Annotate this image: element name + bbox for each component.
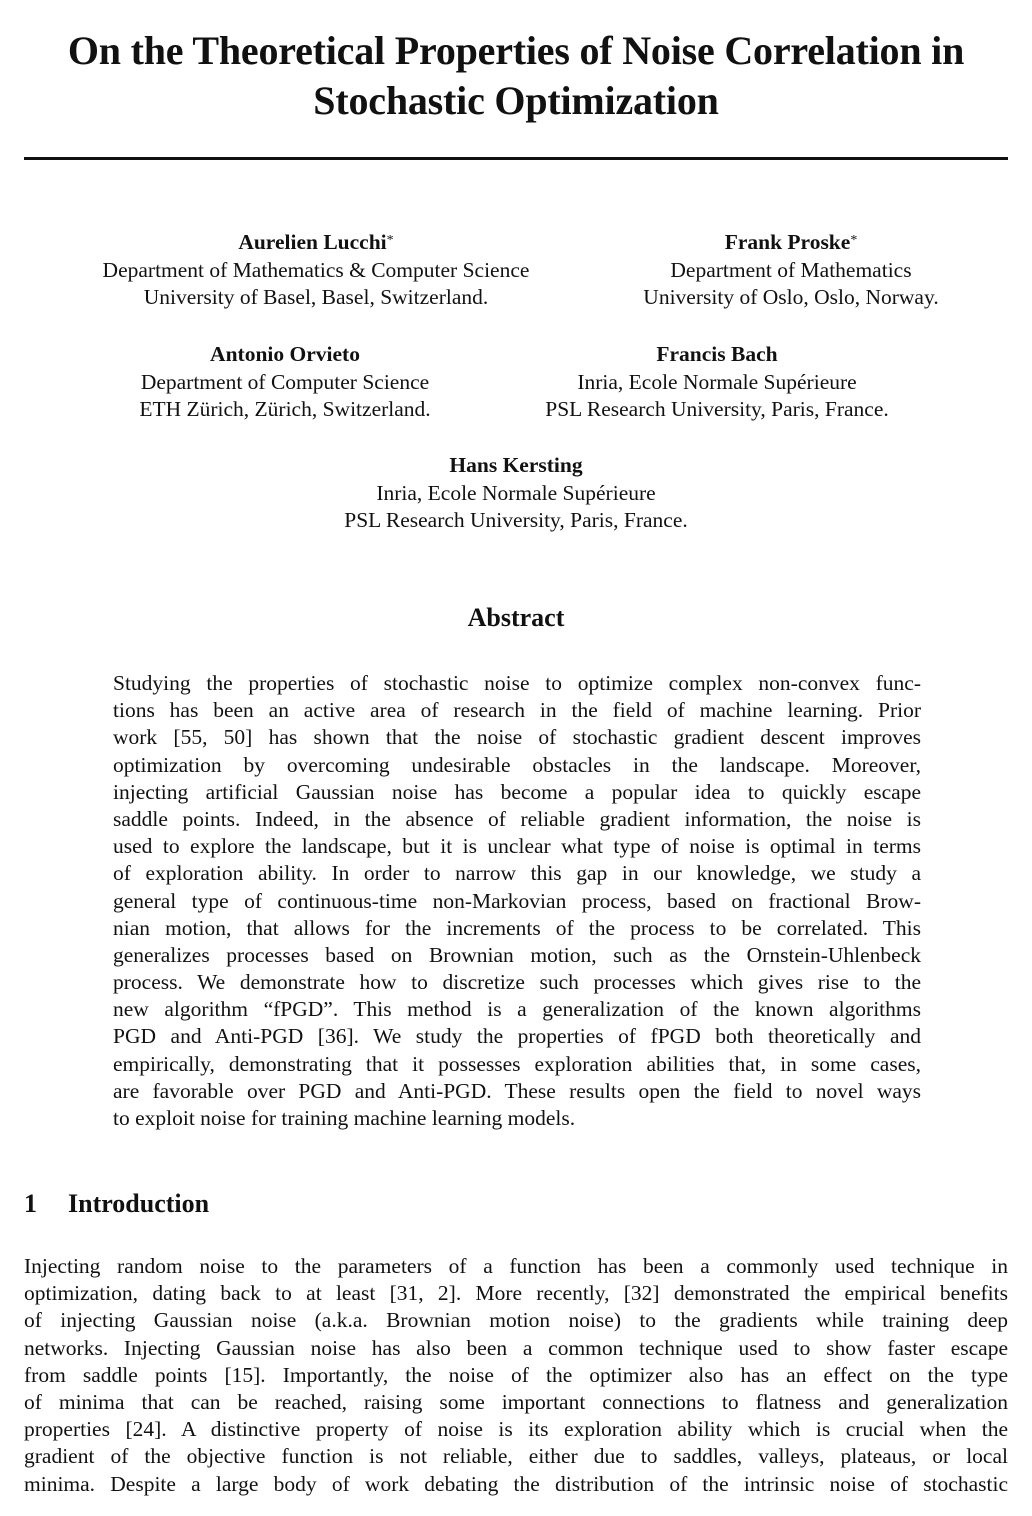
abstract-line: empirically, demonstrating that it possesses exploration abilities that, in some cases, bbox=[113, 1051, 921, 1076]
body-line: optimization, dating back to at least [31, 2]. More recently, [32] demonstrated the empirical benefits bbox=[24, 1281, 1008, 1306]
body-line: gradient of the objective function is not reliable, either due to saddles, valleys, plateaus, or local bbox=[24, 1444, 1008, 1469]
author-name: Francis Bach bbox=[656, 342, 778, 366]
author-block bbox=[100, 341, 470, 424]
author-affiliation: ETH Zürich, Zürich, Switzerland. bbox=[139, 397, 431, 421]
abstract-body bbox=[113, 670, 921, 1132]
abstract-heading: Abstract bbox=[467, 603, 565, 632]
abstract-line: process. We demonstrate how to discretize such processes which gives rise to the bbox=[113, 970, 921, 995]
body-line: Injecting random noise to the parameters of a function has been a commonly used technique in bbox=[24, 1254, 1008, 1278]
body-line: of minima that can be reached, raising some important connections to flatness and generalization bbox=[24, 1389, 1008, 1414]
section-title: Introduction bbox=[68, 1189, 210, 1218]
title-divider bbox=[24, 157, 1008, 160]
author-block bbox=[512, 341, 922, 424]
body-line: from saddle points [15]. Importantly, the noise of the optimizer also has an effect on the type bbox=[24, 1362, 1008, 1387]
body-line: networks. Injecting Gaussian noise has also been a common technique used to show faster escape bbox=[24, 1335, 1008, 1360]
title-line: Stochastic Optimization bbox=[313, 78, 719, 123]
abstract-line: are favorable over PGD and Anti-PGD. These results open the field to novel ways bbox=[113, 1078, 921, 1103]
abstract-line: used to explore the landscape, but it is unclear what type of noise is optimal in terms bbox=[113, 834, 921, 859]
abstract-line: tions has been an active area of research in the field of machine learning. Prior bbox=[113, 698, 921, 723]
author-affiliation: Department of Mathematics bbox=[670, 257, 912, 282]
author-affiliation: Inria, Ecole Normale Supérieure bbox=[376, 480, 656, 505]
author-affiliation: University of Basel, Basel, Switzerland. bbox=[143, 285, 489, 309]
author-affiliation: Department of Computer Science bbox=[140, 369, 430, 394]
body-line: minima. Despite a large body of work debating the distribution of the intrinsic noise of stochastic bbox=[24, 1471, 1008, 1496]
author-name: Aurelien Lucchi* bbox=[238, 230, 394, 254]
author-name: Antonio Orvieto bbox=[210, 342, 360, 366]
equal-contribution-mark: * bbox=[850, 233, 858, 248]
author-affiliation: Inria, Ecole Normale Supérieure bbox=[577, 369, 857, 394]
abstract-line: of exploration ability. In order to narrow this gap in our knowledge, we study a bbox=[113, 861, 921, 886]
author-block bbox=[316, 452, 716, 535]
abstract-line: work [55, 50] has shown that the noise of stochastic gradient descent improves bbox=[113, 725, 921, 750]
abstract-line: saddle points. Indeed, in the absence of reliable gradient information, the noise is bbox=[113, 806, 921, 831]
abstract-line: optimization by overcoming undesirable obstacles in the landscape. Moreover, bbox=[113, 752, 921, 777]
abstract-line: new algorithm “fPGD”. This method is a generalization of the known algorithms bbox=[113, 997, 921, 1022]
abstract-line: PGD and Anti-PGD [36]. We study the properties of fPGD both theoretically and bbox=[113, 1024, 921, 1049]
abstract-line: general type of continuous-time non-Markovian process, based on fractional Brow- bbox=[113, 888, 921, 913]
abstract-line: nian motion, that allows for the increments of the process to be correlated. This bbox=[113, 915, 921, 940]
abstract-line: to exploit noise for training machine learning models. bbox=[113, 1106, 576, 1130]
author-affiliation: PSL Research University, Paris, France. bbox=[545, 397, 889, 421]
author-name: Hans Kersting bbox=[449, 453, 583, 477]
author-block bbox=[66, 229, 566, 312]
author-affiliation: University of Oslo, Oslo, Norway. bbox=[643, 285, 939, 309]
abstract-line: generalizes processes based on Brownian motion, such as the Ornstein-Uhlenbeck bbox=[113, 942, 921, 967]
author-affiliation: Department of Mathematics & Computer Science bbox=[102, 257, 530, 282]
body-line: of injecting Gaussian noise (a.k.a. Brownian motion noise) to the gradients while training deep bbox=[24, 1308, 1008, 1333]
abstract-line: Studying the properties of stochastic noise to optimize complex non-convex func- bbox=[113, 671, 921, 695]
introduction-body bbox=[24, 1253, 1008, 1498]
title-line: On the Theoretical Properties of Noise Correlation in bbox=[67, 28, 965, 73]
section-heading-introduction bbox=[24, 1188, 209, 1220]
equal-contribution-mark: * bbox=[386, 233, 394, 248]
author-block bbox=[616, 229, 966, 312]
paper-title bbox=[0, 26, 1032, 126]
author-affiliation: PSL Research University, Paris, France. bbox=[344, 508, 688, 532]
section-number: 1 bbox=[24, 1189, 37, 1218]
author-name: Frank Proske* bbox=[724, 230, 858, 254]
abstract-line: injecting artificial Gaussian noise has become a popular idea to quickly escape bbox=[113, 779, 921, 804]
body-line: properties [24]. A distinctive property of noise is its exploration ability which is crucial when the bbox=[24, 1417, 1008, 1442]
